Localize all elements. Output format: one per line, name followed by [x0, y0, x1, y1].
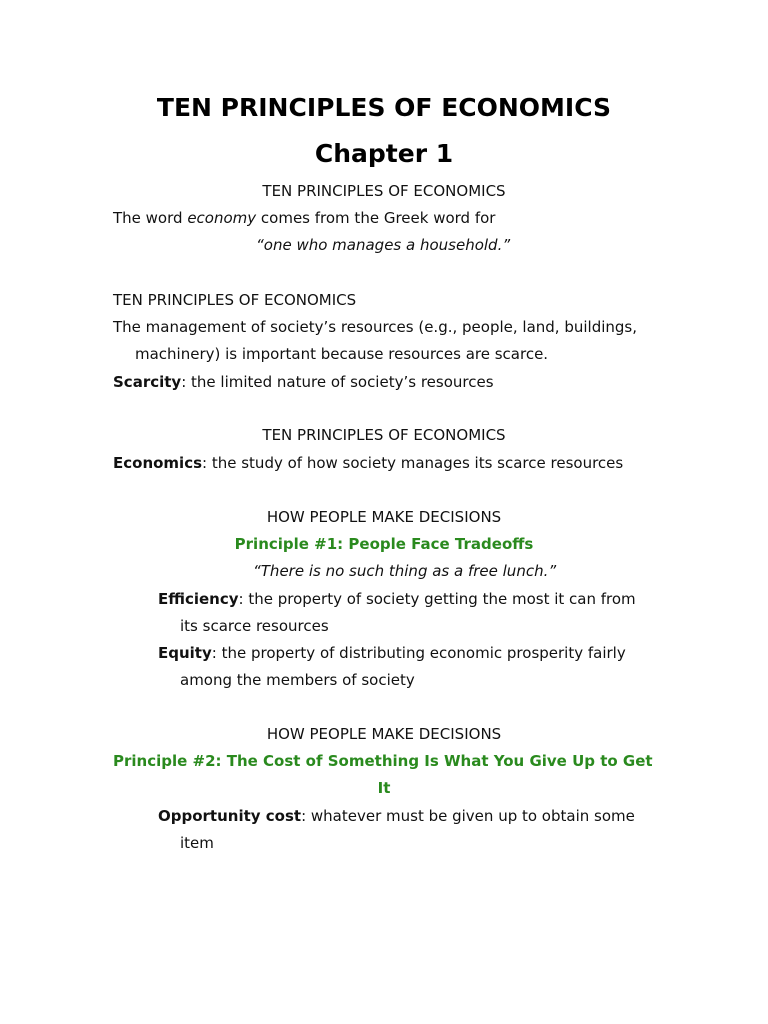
principle-2-line1: Principle #2: The Cost of Something Is What You Give Up to Get [113, 752, 653, 770]
definition-efficiency-cont: its scarce resources [180, 617, 329, 635]
term-efficiency: Efficiency [158, 590, 239, 608]
definition-opportunity-cost-cont: item [180, 834, 214, 852]
definition-text: : the study of how society manages its scarce resources [202, 454, 624, 472]
definition-opportunity-cost [158, 809, 635, 824]
paragraph-management-line1: The management of society’s resources (e.g., people, land, buildings, [113, 318, 637, 336]
term-scarcity: Scarcity [113, 373, 182, 391]
definition-economics [113, 456, 623, 471]
quote-free-lunch: “There is no such thing as a free lunch.” [253, 562, 557, 580]
definition-text: : the property of society getting the most it can from [238, 590, 636, 608]
definition-equity [158, 646, 626, 661]
chapter-title: Chapter 1 [314, 139, 454, 168]
term-economics: Economics [113, 454, 203, 472]
text-run: comes from the Greek word for [256, 209, 496, 227]
term-opportunity-cost: Opportunity cost [158, 807, 302, 825]
principle-1: Principle #1: People Face Tradeoffs [234, 535, 534, 553]
definition-efficiency [158, 592, 636, 607]
definition-equity-cont: among the members of society [180, 671, 415, 689]
paragraph-management-line2: machinery) is important because resources are scarce. [135, 345, 549, 363]
definition-text: : the limited nature of society’s resources [181, 373, 494, 391]
section-heading-4: HOW PEOPLE MAKE DECISIONS [266, 508, 502, 526]
term-equity: Equity [158, 644, 212, 662]
section-heading-5: HOW PEOPLE MAKE DECISIONS [266, 725, 502, 743]
definition-scarcity [113, 375, 494, 390]
paragraph-economy-origin [113, 211, 495, 226]
text-run: The word [113, 209, 188, 227]
document-title: TEN PRINCIPLES OF ECONOMICS [156, 93, 612, 122]
definition-text: : whatever must be given up to obtain some [301, 807, 635, 825]
principle-2-line2: It [377, 779, 391, 797]
section-heading-3: TEN PRINCIPLES OF ECONOMICS [262, 426, 506, 444]
definition-text: : the property of distributing economic prosperity fairly [211, 644, 626, 662]
section-heading-2: TEN PRINCIPLES OF ECONOMICS [113, 291, 357, 309]
section-heading-1: TEN PRINCIPLES OF ECONOMICS [262, 182, 506, 200]
quote-household: “one who manages a household.” [256, 236, 511, 254]
italic-word-economy: economy [187, 209, 257, 227]
